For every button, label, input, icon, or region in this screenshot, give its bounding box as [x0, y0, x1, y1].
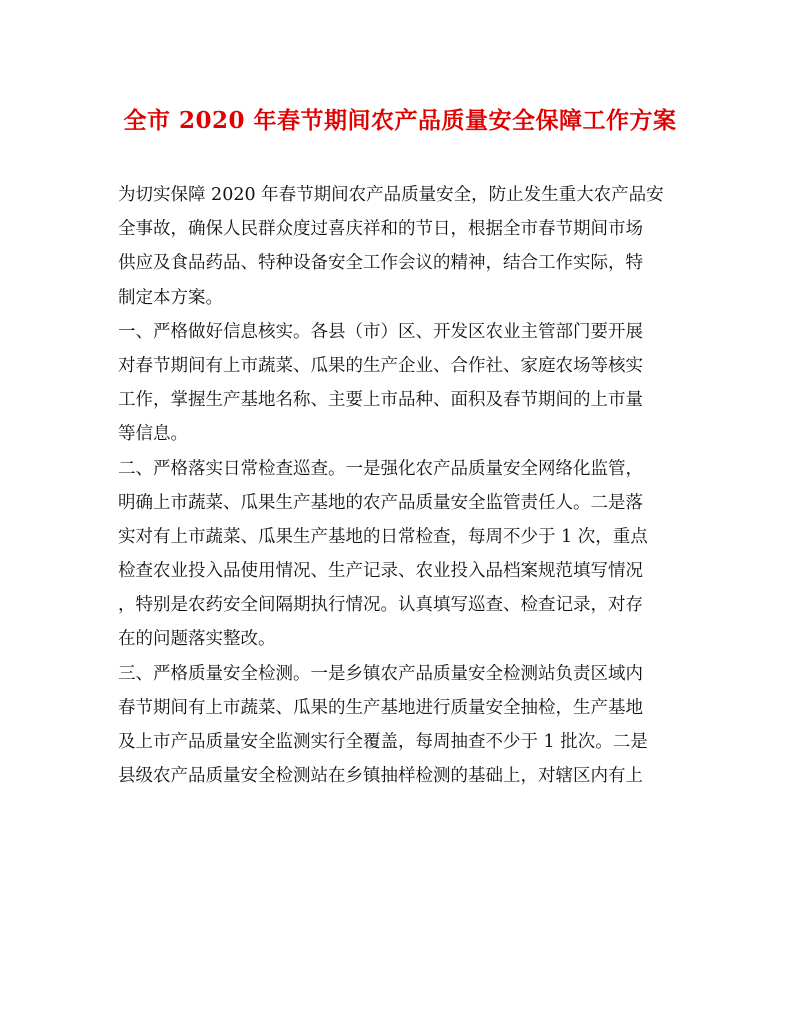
body-line: 制定本方案。: [118, 287, 223, 308]
body-line: 二、严格落实日常检查巡查。一是强化农产品质量安全网络化监管，: [118, 458, 643, 479]
body-line: 实对有上市蔬菜、瓜果生产基地的日常检查，每周不少于 1 次，重点: [118, 526, 648, 547]
body-line: 三、严格质量安全检测。一是乡镇农产品质量安全检测站负责区域内: [118, 663, 643, 684]
body-line: 明确上市蔬菜、瓜果生产基地的农产品质量安全监管责任人。二是落: [118, 492, 643, 513]
body-line: 春节期间有上市蔬菜、瓜果的生产基地进行质量安全抽检，生产基地: [118, 697, 643, 718]
body-line: 为切实保障 2020 年春节期间农产品质量安全，防止发生重大农产品安: [118, 185, 664, 205]
body-line: 对春节期间有上市蔬菜、瓜果的生产企业、合作社、家庭农场等核实: [118, 355, 643, 376]
body-line: ，特别是农药安全间隔期执行情况。认真填写巡查、检查记录，对存: [118, 595, 643, 616]
body-line: 等信息。: [118, 424, 188, 445]
document-body: [118, 178, 684, 793]
body-line: 检查农业投入品使用情况、生产记录、农业投入品档案规范填写情况: [118, 561, 643, 582]
body-line: 及上市产品质量安全监测实行全覆盖，每周抽查不少于 1 批次。二是: [118, 732, 648, 752]
document-title: 全市 2020 年春节期间农产品质量安全保障工作方案: [123, 107, 677, 134]
body-line: 县级农产品质量安全检测站在乡镇抽样检测的基础上，对辖区内有上: [118, 766, 643, 787]
body-line: 工作，掌握生产基地名称、主要上市品种、面积及春节期间的上市量: [118, 390, 643, 411]
body-line: 全事故，确保人民群众度过喜庆祥和的节日，根据全市春节期间市场: [118, 219, 643, 240]
body-line: 供应及食品药品、特种设备安全工作会议的精神，结合工作实际，特: [118, 253, 643, 274]
body-line: 在的问题落实整改。: [118, 629, 276, 650]
body-line: 一、严格做好信息核实。各县（市）区、开发区农业主管部门要开展: [118, 321, 643, 342]
